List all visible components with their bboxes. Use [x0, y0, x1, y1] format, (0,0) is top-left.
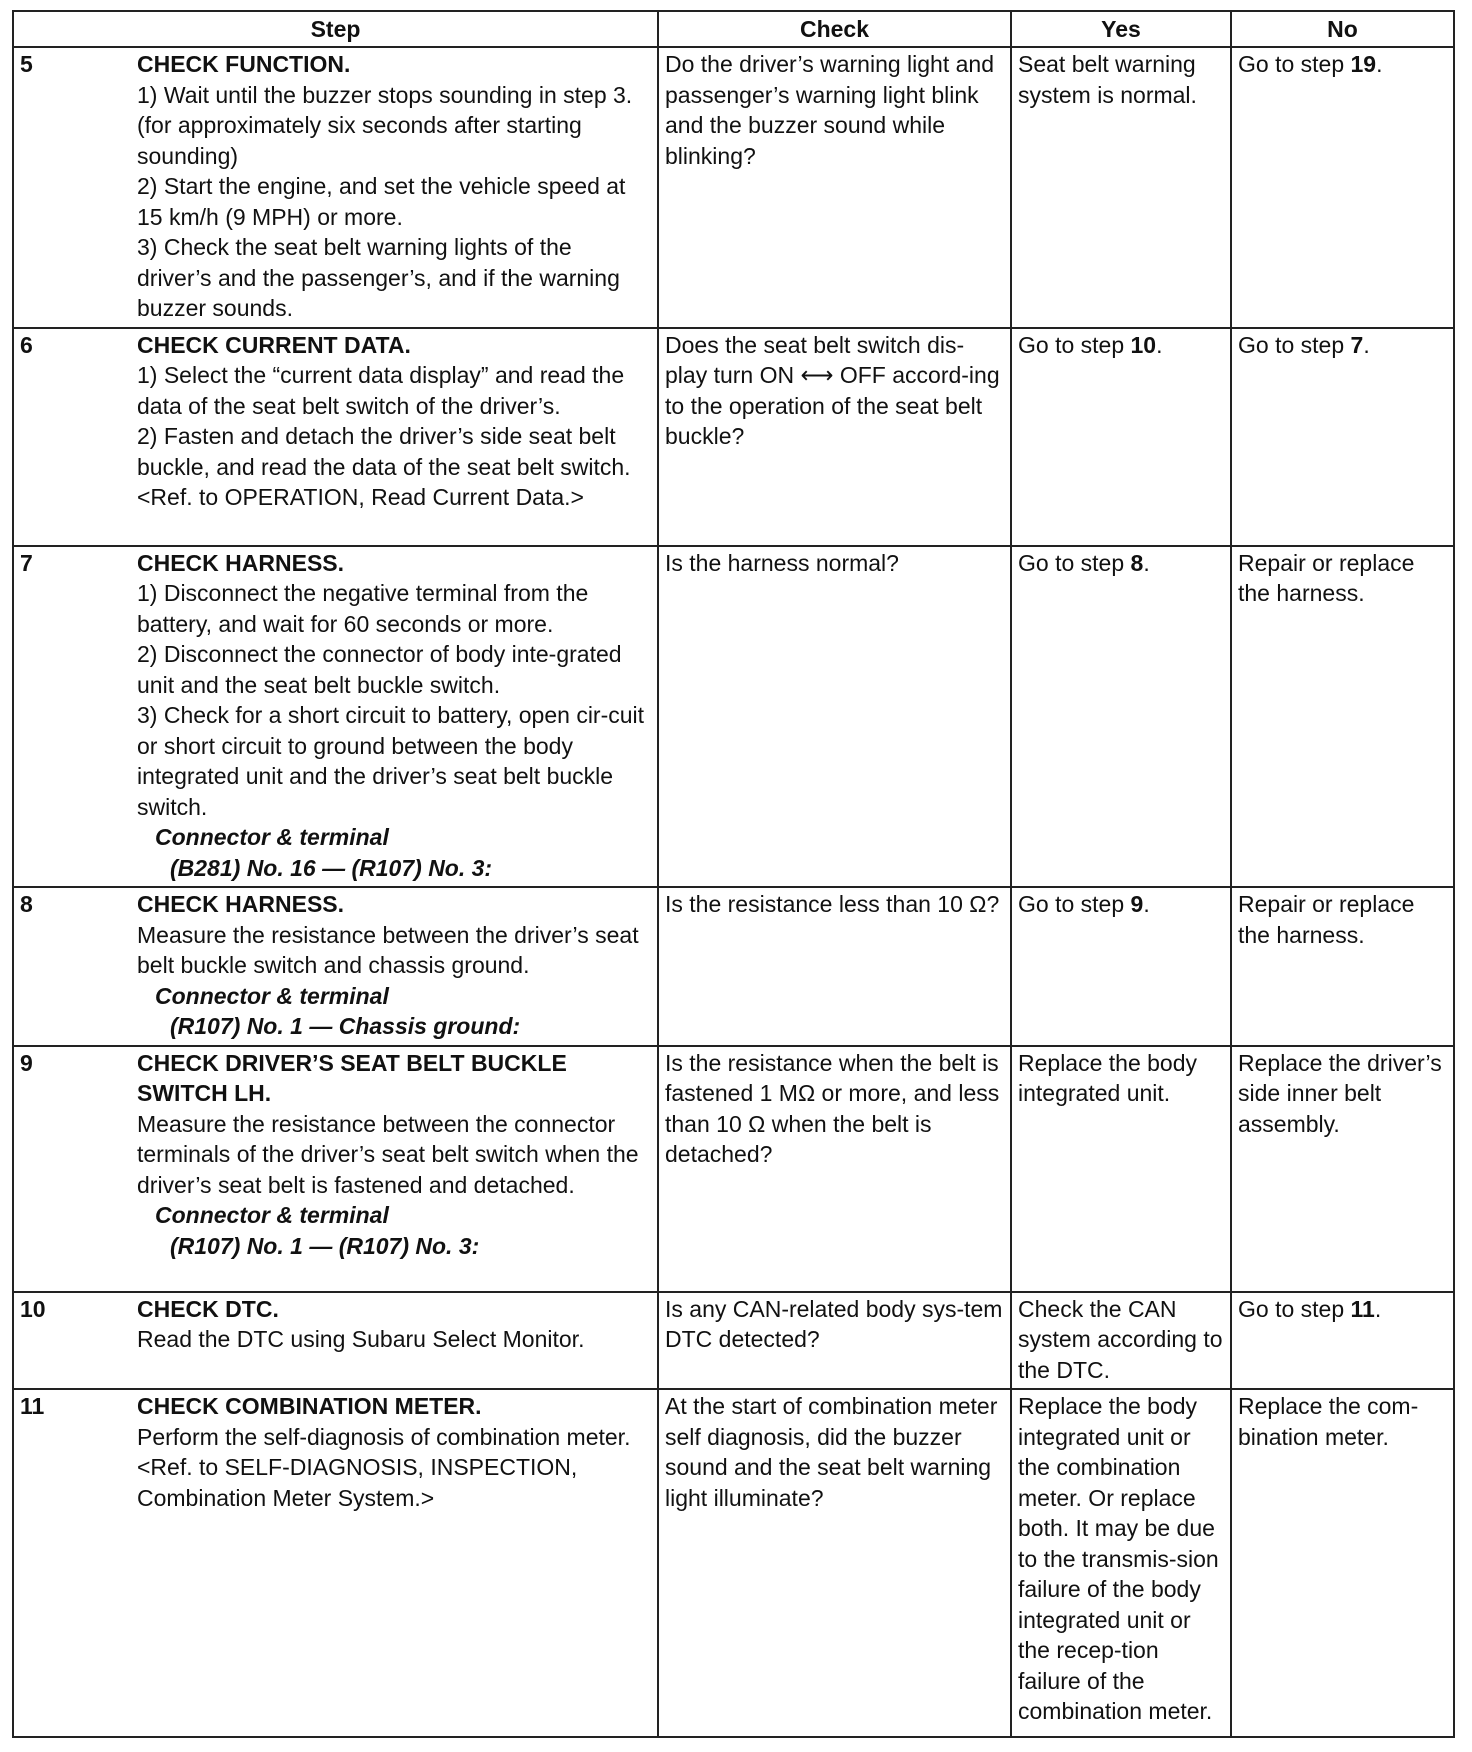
connector-value: (R107) No. 1 — (R107) No. 3: [170, 1232, 480, 1259]
no-text: Go to step [1238, 1295, 1351, 1322]
table-row [13, 546, 1454, 888]
step-title: CHECK HARNESS. [137, 549, 345, 576]
header-check: Check [658, 11, 1011, 47]
connector-label: Connector & terminal [155, 982, 389, 1009]
step-title: CHECK COMBINATION METER. [137, 1393, 482, 1419]
header-row [13, 11, 1454, 47]
check-cell: Is the harness normal? [658, 546, 1011, 888]
table-row [13, 47, 1454, 328]
no-cell [1231, 1292, 1454, 1390]
check-cell: Is the resistance less than 10 Ω? [658, 887, 1011, 1046]
step-number: 9 [13, 1046, 131, 1292]
step-cell [131, 47, 658, 328]
diagnostic-table [12, 10, 1455, 1738]
step-number: 10 [13, 1292, 131, 1390]
table-row [13, 1046, 1454, 1292]
step-line: 1) Select the “current data display” and read the data of the seat belt switch of the driver’s. [137, 362, 625, 419]
step-cell [131, 1389, 658, 1737]
yes-cell: Replace the body integrated unit or the combination meter. Or replace both. It may be due to the transmis-sion failure of the body integrated unit or the recep-tion failure of the combination meter. [1011, 1389, 1231, 1737]
yes-text: Go to step [1018, 891, 1131, 917]
step-cell [131, 328, 658, 546]
yes-cell: Seat belt warning system is normal. [1011, 47, 1231, 328]
step-number: 5 [13, 47, 131, 328]
step-cell [131, 1292, 658, 1390]
yes-cell [1011, 546, 1231, 888]
no-suffix: . [1376, 51, 1383, 77]
connector-label: Connector & terminal [155, 1202, 389, 1228]
no-cell: Replace the driver’s side inner belt assembly. [1231, 1046, 1454, 1292]
step-line: <Ref. to OPERATION, Read Current Data.> [137, 484, 584, 510]
step-line: 1) Disconnect the negative terminal from the battery, and wait for 60 seconds or more. [137, 580, 589, 637]
step-title: CHECK DTC. [137, 1295, 279, 1322]
no-cell: Replace the com-bination meter. [1231, 1389, 1454, 1737]
step-line: Measure the resistance between the connector terminals of the driver’s seat belt switch when the driver’s seat belt is fastened and detached. [137, 1110, 639, 1198]
no-step-ref: 7 [1350, 331, 1364, 358]
step-title: CHECK DRIVER’S SEAT BELT BUCKLE SWITCH LH. [137, 1049, 567, 1106]
step-number: 8 [13, 887, 131, 1046]
no-text: Go to step [1238, 331, 1351, 358]
check-cell: Is any CAN-related body sys-tem DTC detected? [658, 1292, 1011, 1390]
step-number: 7 [13, 546, 131, 888]
step-line: Measure the resistance between the driver’s seat belt buckle switch and chassis ground. [137, 921, 639, 978]
yes-text: Go to step [1018, 331, 1131, 358]
step-line: 2) Disconnect the connector of body inte-grated unit and the seat belt buckle switch. [137, 641, 622, 698]
yes-text: Go to step [1018, 549, 1131, 576]
yes-cell: Check the CAN system according to the DTC. [1011, 1292, 1231, 1390]
yes-step-ref: 8 [1130, 549, 1144, 576]
no-cell: Repair or replace the harness. [1231, 546, 1454, 888]
step-line: 3) Check the seat belt warning lights of the driver’s and the passenger’s, and if the warning buzzer sounds. [137, 234, 620, 321]
no-cell: Repair or replace the harness. [1231, 887, 1454, 1046]
step-title: CHECK HARNESS. [137, 891, 345, 917]
step-cell [131, 1046, 658, 1292]
header-yes: Yes [1011, 11, 1231, 47]
table-row [13, 887, 1454, 1046]
step-line: 3) Check for a short circuit to battery, open cir-cuit or short circuit to ground between the body integrated unit and the driver’s seat belt buckle switch. [137, 702, 645, 820]
step-title: CHECK CURRENT DATA. [137, 331, 411, 358]
no-suffix: . [1374, 1295, 1382, 1322]
step-cell [131, 546, 658, 888]
header-no: No [1231, 11, 1454, 47]
step-line: 2) Fasten and detach the driver’s side seat belt buckle, and read the data of the seat belt switch. [137, 423, 631, 480]
yes-cell [1011, 887, 1231, 1046]
no-step-ref: 19 [1350, 51, 1377, 77]
no-suffix: . [1363, 331, 1370, 358]
yes-cell [1011, 328, 1231, 546]
step-title: CHECK FUNCTION. [137, 51, 351, 77]
table-row [13, 1292, 1454, 1390]
check-cell: Do the driver’s warning light and passenger’s warning light blink and the buzzer sound while blinking? [658, 47, 1011, 328]
connector-label: Connector & terminal [155, 824, 389, 850]
yes-cell: Replace the body integrated unit. [1011, 1046, 1231, 1292]
yes-step-ref: 10 [1130, 331, 1157, 358]
step-number: 11 [13, 1389, 131, 1737]
check-cell: At the start of combination meter self diagnosis, did the buzzer sound and the seat belt warning light illuminate? [658, 1389, 1011, 1737]
no-text: Go to step [1238, 51, 1351, 77]
step-line: 2) Start the engine, and set the vehicle speed at 15 km/h (9 MPH) or more. [137, 173, 626, 230]
no-cell [1231, 328, 1454, 546]
connector-value: (R107) No. 1 — Chassis ground: [170, 1013, 521, 1039]
step-line: 1) Wait until the buzzer stops sounding in step 3. (for approximately six seconds after starting sounding) [137, 81, 633, 169]
check-cell: Does the seat belt switch dis-play turn ON ⟷ OFF accord-ing to the operation of the seat belt buckle? [658, 328, 1011, 546]
no-cell [1231, 47, 1454, 328]
connector-value: (B281) No. 16 — (R107) No. 3: [170, 854, 493, 881]
step-number: 6 [13, 328, 131, 546]
yes-suffix: . [1143, 549, 1150, 576]
step-cell [131, 887, 658, 1046]
yes-step-ref: 9 [1130, 891, 1144, 917]
step-line: Read the DTC using Subaru Select Monitor. [137, 1326, 585, 1352]
table-row [13, 1389, 1454, 1737]
table-row [13, 328, 1454, 546]
header-step: Step [13, 11, 658, 47]
yes-suffix: . [1156, 331, 1163, 358]
step-line: Perform the self-diagnosis of combination meter. <Ref. to SELF-DIAGNOSIS, INSPECTION, Combination Meter System.> [137, 1423, 631, 1511]
yes-suffix: . [1143, 891, 1150, 917]
no-step-ref: 11 [1350, 1295, 1375, 1322]
check-cell: Is the resistance when the belt is fastened 1 MΩ or more, and less than 10 Ω when the belt is detached? [658, 1046, 1011, 1292]
